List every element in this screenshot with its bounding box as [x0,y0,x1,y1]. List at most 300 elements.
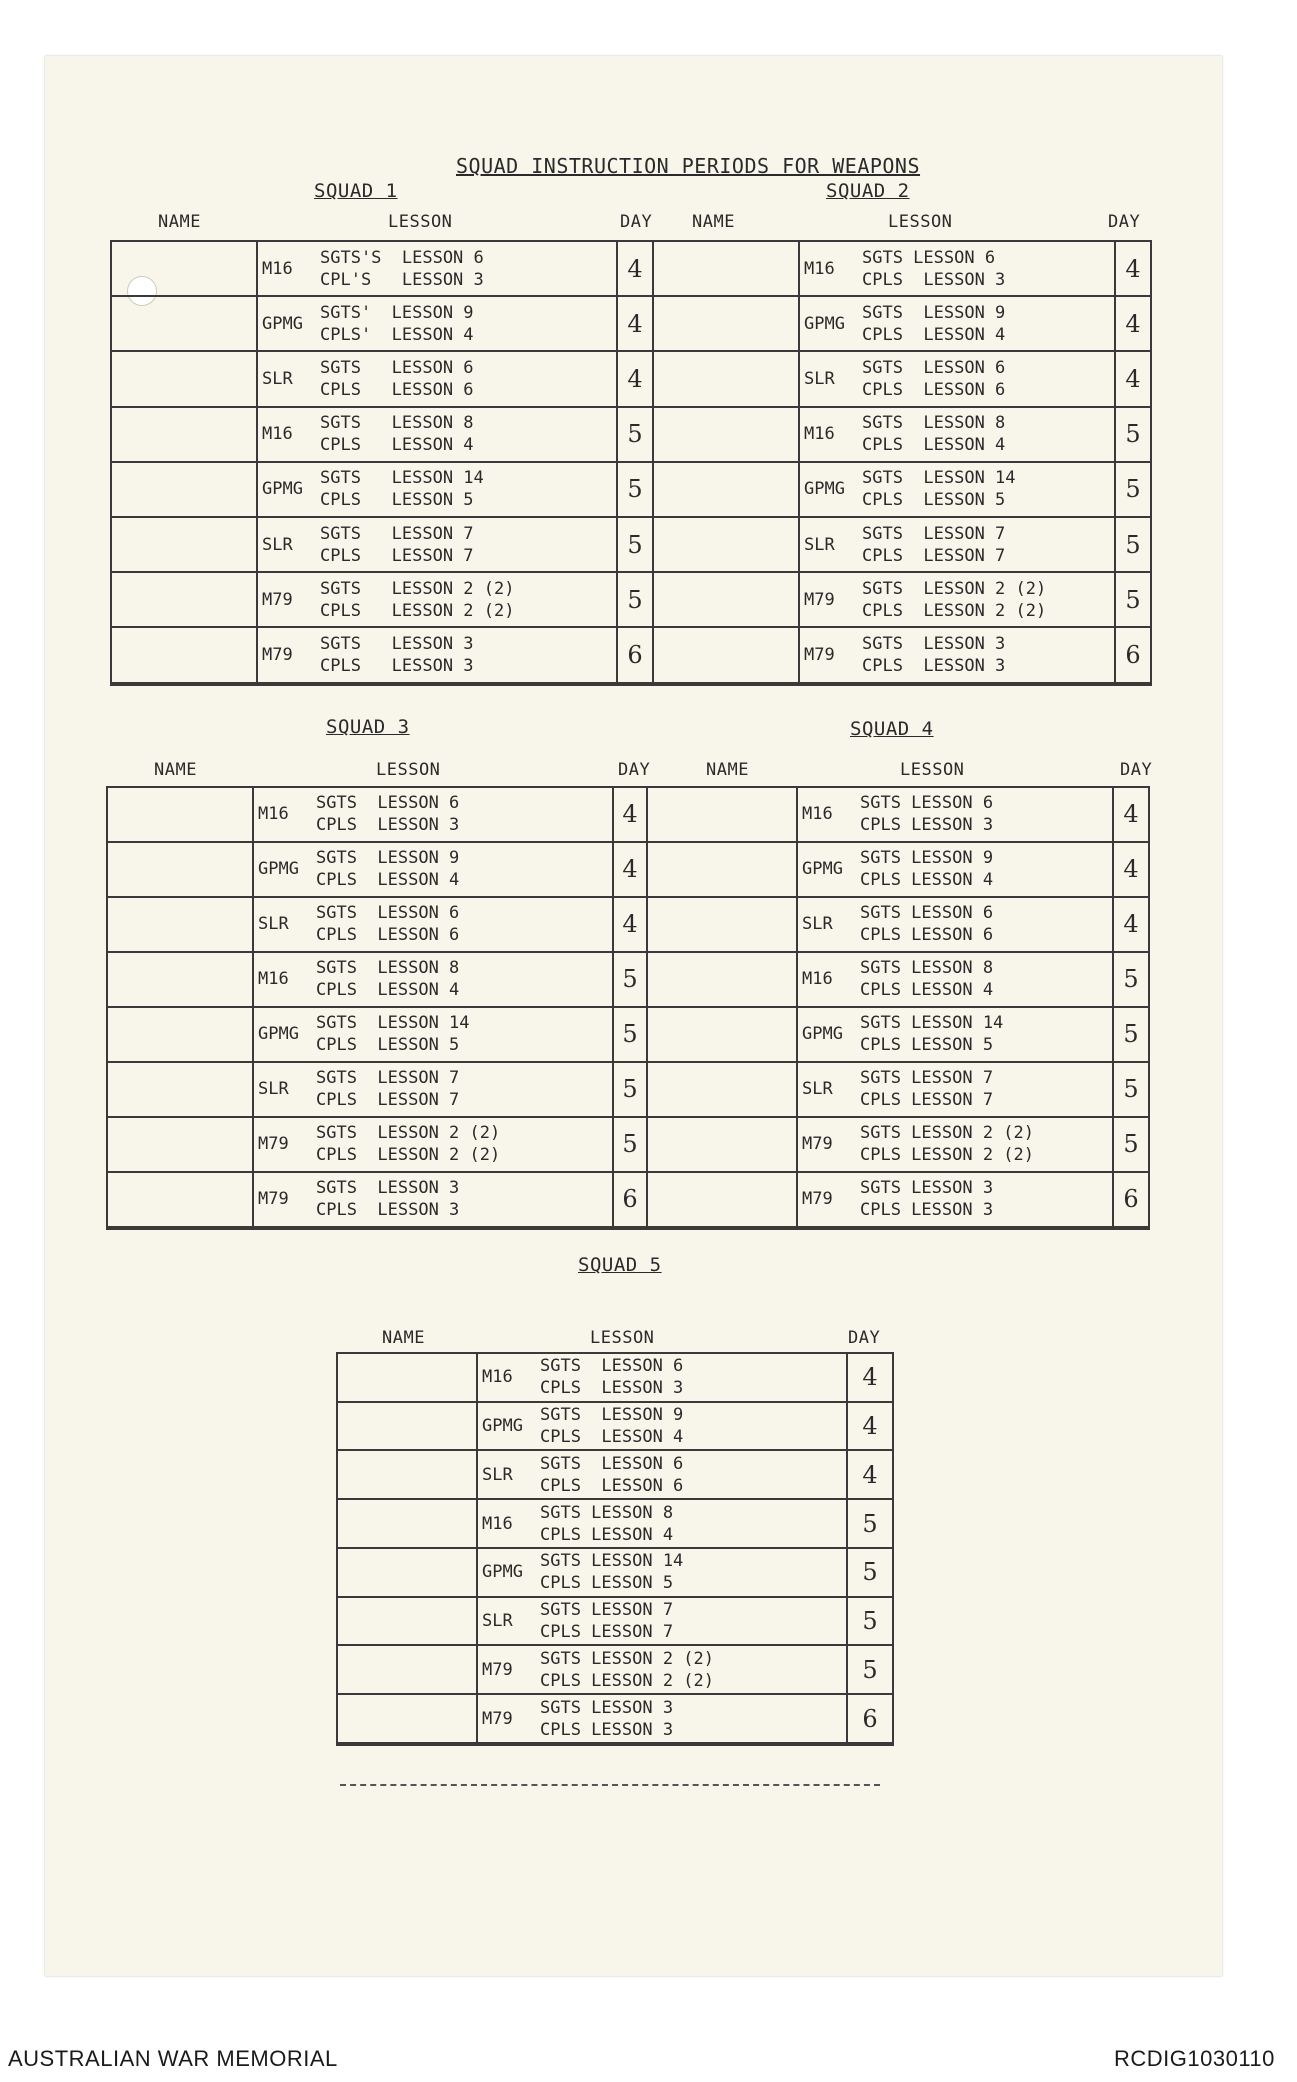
day-cell: 4 [1115,351,1151,406]
name-cell [647,897,797,952]
sgts-lesson: SGTS LESSON 9 [316,848,460,869]
squad-1-2-table [110,240,1152,686]
day-cell: 5 [613,1007,647,1062]
lesson-lines [540,1453,683,1497]
name-cell [337,1353,477,1402]
col-header-day: DAY [620,212,653,232]
col-header-name: NAME [382,1328,425,1348]
day-cell: 5 [847,1597,893,1646]
lesson-lines [316,957,459,1001]
cpls-lesson: CPLS LESSON 5 [540,1573,674,1594]
day-cell: 5 [613,1062,647,1117]
document-title: SQUAD INSTRUCTION PERIODS FOR WEAPONS [456,154,921,178]
lesson-lines [540,1697,673,1741]
table-row [107,1172,1149,1227]
name-cell [111,517,257,572]
lesson-lines [860,1012,1003,1056]
weapon-label: M16 [262,424,293,445]
day-cell: 4 [613,842,647,897]
cpls-lesson: CPLS' LESSON 4 [320,324,474,345]
sgts-lesson: SGTS LESSON 3 [862,633,1006,654]
cpls-lesson: CPLS LESSON 2 (2) [320,600,515,621]
cpls-lesson: CPLS LESSON 7 [316,1090,460,1111]
table-row [337,1450,893,1499]
weapon-label: M79 [262,589,293,610]
table-row [107,842,1149,897]
lesson-cell [257,462,617,517]
cpls-lesson: CPLS LESSON 5 [316,1035,460,1056]
weapon-label: SLR [802,914,833,935]
table-row [107,1007,1149,1062]
name-cell [337,1694,477,1743]
day-cell: 5 [1115,572,1151,627]
sgts-lesson: SGTS'S LESSON 6 [320,247,484,268]
table-row [107,1062,1149,1117]
table-row-blank [107,1227,1149,1230]
weapon-label: SLR [262,534,293,555]
cpls-lesson: CPLS LESSON 7 [860,1090,994,1111]
cpls-lesson: CPLS LESSON 4 [540,1524,674,1545]
name-cell [111,462,257,517]
lesson-lines [316,902,459,946]
day-cell: 4 [1113,787,1149,842]
weapon-label: SLR [802,1079,833,1100]
cpls-lesson: CPLS LESSON 7 [540,1622,674,1643]
lesson-lines [860,1177,993,1221]
day-cell: 6 [1113,1172,1149,1227]
weapon-label: GPMG [802,1024,843,1045]
weapon-label: M79 [482,1659,513,1680]
cpls-lesson: CPLS LESSON 7 [862,545,1006,566]
day-cell: 5 [1113,952,1149,1007]
weapon-label: M79 [258,1189,289,1210]
lesson-lines [862,523,1005,567]
weapon-label: M16 [482,1367,513,1388]
lesson-cell [477,1402,847,1451]
table-row [337,1499,893,1548]
lesson-cell [257,683,617,686]
table-row [111,407,1151,462]
lesson-lines [860,847,993,891]
name-cell [653,683,799,686]
lesson-lines [320,633,474,677]
lesson-lines [320,412,474,456]
day-cell: 5 [1113,1062,1149,1117]
weapon-label: M16 [482,1513,513,1534]
sgts-lesson: SGTS LESSON 2 (2) [320,578,515,599]
table-row [107,787,1149,842]
name-cell [107,1227,253,1230]
lesson-cell [799,517,1115,572]
lesson-lines [320,578,514,622]
name-cell [337,1743,477,1745]
weapon-label: SLR [804,534,835,555]
name-cell [647,1172,797,1227]
sgts-lesson: SGTS LESSON 6 [862,357,1006,378]
name-cell [647,1007,797,1062]
lesson-cell [253,1062,613,1117]
cpls-lesson: CPLS LESSON 6 [316,925,460,946]
weapon-label: M79 [258,1134,289,1155]
weapon-label: GPMG [258,859,299,880]
sgts-lesson: SGTS LESSON 8 [540,1502,674,1523]
lesson-cell [799,296,1115,351]
name-cell [107,1007,253,1062]
name-cell [111,407,257,462]
day-cell: 6 [847,1694,893,1743]
sgts-lesson: SGTS LESSON 14 [862,468,1016,489]
sgts-lesson: SGTS LESSON 6 [540,1453,684,1474]
day-cell: 5 [1115,517,1151,572]
lesson-cell [477,1743,847,1745]
weapon-label: M16 [802,804,833,825]
weapon-label: SLR [482,1611,513,1632]
cpls-lesson: CPLS LESSON 3 [316,815,460,836]
day-cell: 4 [1113,897,1149,952]
day-cell: 5 [617,572,653,627]
day-cell: 4 [613,787,647,842]
weapon-label: GPMG [804,479,845,500]
lesson-cell [797,1062,1113,1117]
lesson-lines [540,1404,683,1448]
table-row-blank [337,1743,893,1745]
sgts-lesson: SGTS LESSON 2 (2) [316,1123,501,1144]
name-cell [653,627,799,682]
lesson-cell [799,351,1115,406]
lesson-cell [797,1227,1113,1230]
day-cell: 4 [847,1402,893,1451]
name-cell [111,683,257,686]
sgts-lesson: SGTS LESSON 6 [860,793,994,814]
weapon-label: SLR [804,368,835,389]
day-cell: 6 [1115,627,1151,682]
lesson-cell [257,351,617,406]
name-cell [337,1645,477,1694]
sgts-lesson: SGTS LESSON 8 [862,413,1006,434]
lesson-cell [477,1645,847,1694]
day-cell: 4 [1113,842,1149,897]
table-row [107,1117,1149,1172]
sgts-lesson: SGTS LESSON 7 [862,523,1006,544]
lesson-cell [797,1172,1113,1227]
lesson-lines [540,1599,673,1643]
lesson-lines [860,902,993,946]
name-cell [653,517,799,572]
table-row [111,572,1151,627]
cpls-lesson: CPLS LESSON 4 [316,980,460,1001]
sgts-lesson: SGTS LESSON 6 [860,903,994,924]
lesson-lines [862,467,1016,511]
sgts-lesson: SGTS' LESSON 9 [320,302,474,323]
day-cell [613,1227,647,1230]
sgts-lesson: SGTS LESSON 6 [316,793,460,814]
lesson-cell [477,1597,847,1646]
name-cell [653,407,799,462]
name-cell [647,1062,797,1117]
sgts-lesson: SGTS LESSON 14 [316,1013,470,1034]
lesson-lines [862,302,1005,346]
name-cell [337,1450,477,1499]
lesson-lines [320,523,474,567]
lesson-cell [797,787,1113,842]
sgts-lesson: SGTS LESSON 3 [860,1178,994,1199]
lesson-cell [799,627,1115,682]
weapon-label: M16 [262,258,293,279]
name-cell [647,842,797,897]
weapon-label: M16 [804,258,835,279]
sgts-lesson: SGTS LESSON 6 [316,903,460,924]
name-cell [653,296,799,351]
name-cell [107,1117,253,1172]
lesson-cell [797,1117,1113,1172]
col-header-name: NAME [154,760,197,780]
lesson-cell [253,952,613,1007]
lesson-lines [862,357,1005,401]
lesson-lines [540,1550,683,1594]
day-cell: 5 [1113,1007,1149,1062]
name-cell [647,1117,797,1172]
day-cell: 6 [617,627,653,682]
sgts-lesson: SGTS LESSON 14 [860,1013,1004,1034]
lesson-cell [253,897,613,952]
sgts-lesson: SGTS LESSON 8 [860,958,994,979]
lesson-lines [320,357,474,401]
day-cell [847,1743,893,1745]
table-row [337,1353,893,1402]
day-cell: 4 [617,351,653,406]
lesson-cell [253,1227,613,1230]
weapon-label: GPMG [262,479,303,500]
lesson-lines [860,1067,993,1111]
name-cell [111,351,257,406]
cpls-lesson: CPLS LESSON 6 [862,379,1006,400]
lesson-lines [862,247,1005,291]
table-row [337,1402,893,1451]
table-row [111,517,1151,572]
name-cell [107,787,253,842]
day-cell: 5 [847,1499,893,1548]
cpls-lesson: CPLS LESSON 2 (2) [316,1145,501,1166]
weapon-label: GPMG [262,313,303,334]
table-row [111,627,1151,682]
day-cell: 5 [1115,407,1151,462]
lesson-cell [799,462,1115,517]
lesson-cell [797,1007,1113,1062]
day-cell: 5 [617,517,653,572]
col-header-name: NAME [158,212,201,232]
squad-2-title: SQUAD 2 [826,180,910,202]
lesson-lines [316,1122,500,1166]
name-cell [107,897,253,952]
weapon-label: SLR [258,914,289,935]
footer-item-id: RCDIG1030110 [1114,2046,1275,2071]
col-header-name: NAME [706,760,749,780]
weapon-label: M16 [258,969,289,990]
weapon-label: SLR [258,1079,289,1100]
weapon-label: GPMG [482,1562,523,1583]
lesson-lines [316,847,459,891]
lesson-lines [860,1122,1034,1166]
col-header-lesson: LESSON [888,212,953,232]
name-cell [337,1402,477,1451]
lesson-lines [316,1177,459,1221]
cpls-lesson: CPLS LESSON 4 [860,980,994,1001]
table-row [337,1548,893,1597]
sgts-lesson: SGTS LESSON 8 [320,413,474,434]
sgts-lesson: SGTS LESSON 7 [320,523,474,544]
sgts-lesson: SGTS LESSON 9 [540,1405,684,1426]
name-cell [647,787,797,842]
day-cell: 4 [847,1353,893,1402]
name-cell [107,1062,253,1117]
name-cell [653,462,799,517]
day-cell [617,683,653,686]
cpls-lesson: CPLS LESSON 2 (2) [540,1670,714,1691]
day-cell: 4 [847,1450,893,1499]
col-header-name: NAME [692,212,735,232]
sgts-lesson: SGTS LESSON 3 [320,633,474,654]
name-cell [337,1499,477,1548]
lesson-cell [799,407,1115,462]
sgts-lesson: SGTS LESSON 9 [862,302,1006,323]
cpls-lesson: CPLS LESSON 6 [540,1475,684,1496]
col-header-lesson: LESSON [590,1328,655,1348]
lesson-lines [316,1067,459,1111]
day-cell: 5 [613,1117,647,1172]
sgts-lesson: SGTS LESSON 2 (2) [862,578,1047,599]
squad-4-title: SQUAD 4 [850,718,934,740]
cpls-lesson: CPLS LESSON 3 [862,655,1006,676]
lesson-cell [257,627,617,682]
sgts-lesson: SGTS LESSON 6 [862,247,996,268]
table-row [337,1597,893,1646]
col-header-lesson: LESSON [376,760,441,780]
col-header-day: DAY [1108,212,1141,232]
weapon-label: GPMG [802,859,843,880]
cpls-lesson: CPLS LESSON 7 [320,545,474,566]
day-cell: 4 [617,241,653,296]
cpls-lesson: CPLS LESSON 3 [862,269,1006,290]
table-row [337,1694,893,1743]
cpls-lesson: CPLS LESSON 3 [540,1719,674,1740]
lesson-cell [253,787,613,842]
col-header-day: DAY [848,1328,881,1348]
day-cell: 5 [1115,462,1151,517]
cpls-lesson: CPLS LESSON 2 (2) [862,600,1047,621]
col-header-lesson: LESSON [900,760,965,780]
cpls-lesson: CPLS LESSON 4 [540,1427,684,1448]
cpls-lesson: CPLS LESSON 2 (2) [860,1145,1034,1166]
lesson-cell [257,572,617,627]
weapon-label: M16 [258,804,289,825]
day-cell: 5 [1113,1117,1149,1172]
lesson-cell [799,572,1115,627]
table-row [111,462,1151,517]
sgts-lesson: SGTS LESSON 7 [540,1600,674,1621]
day-cell: 4 [613,897,647,952]
cpls-lesson: CPLS LESSON 4 [316,870,460,891]
day-cell: 5 [847,1645,893,1694]
weapon-label: GPMG [482,1416,523,1437]
lesson-cell [477,1694,847,1743]
name-cell [107,1172,253,1227]
name-cell [647,1227,797,1230]
cpls-lesson: CPLS LESSON 5 [320,490,474,511]
lesson-cell [477,1499,847,1548]
name-cell [653,241,799,296]
table-row [337,1645,893,1694]
weapon-label: SLR [262,368,293,389]
sgts-lesson: SGTS LESSON 9 [860,848,994,869]
weapon-label: GPMG [804,313,845,334]
lesson-cell [257,517,617,572]
lesson-cell [799,683,1115,686]
cpls-lesson: CPLS LESSON 4 [862,324,1006,345]
weapon-label: M79 [804,644,835,665]
cpls-lesson: CPLS LESSON 3 [320,655,474,676]
cpls-lesson: CPLS LESSON 4 [320,435,474,456]
col-header-day: DAY [618,760,651,780]
sgts-lesson: SGTS LESSON 14 [320,468,484,489]
sgts-lesson: SGTS LESSON 6 [320,357,474,378]
sgts-lesson: SGTS LESSON 7 [860,1068,994,1089]
lesson-lines [540,1648,714,1692]
lesson-lines [862,412,1005,456]
table-row-blank [111,683,1151,686]
lesson-lines [316,792,459,836]
name-cell [337,1597,477,1646]
lesson-cell [477,1548,847,1597]
day-cell: 5 [847,1548,893,1597]
lesson-cell [257,296,617,351]
name-cell [107,952,253,1007]
lesson-cell [253,842,613,897]
squad-5-table [336,1352,894,1746]
weapon-label: M16 [804,424,835,445]
col-header-day: DAY [1120,760,1153,780]
day-cell: 5 [613,952,647,1007]
cpls-lesson: CPLS LESSON 6 [320,379,474,400]
lesson-cell [797,842,1113,897]
weapon-label: M79 [804,589,835,610]
lesson-lines [320,302,474,346]
cpls-lesson: CPLS LESSON 5 [860,1035,994,1056]
cpls-lesson: CPLS LESSON 5 [862,490,1006,511]
table-row [111,351,1151,406]
sgts-lesson: SGTS LESSON 2 (2) [540,1648,714,1669]
sgts-lesson: SGTS LESSON 8 [316,958,460,979]
sgts-lesson: SGTS LESSON 2 (2) [860,1123,1034,1144]
day-cell: 4 [1115,241,1151,296]
cpls-lesson: CPLS LESSON 3 [540,1378,684,1399]
day-cell: 5 [617,462,653,517]
day-cell [1115,683,1151,686]
name-cell [111,241,257,296]
lesson-lines [540,1355,683,1399]
lesson-lines [540,1502,673,1546]
lesson-cell [477,1353,847,1402]
lesson-cell [253,1117,613,1172]
weapon-label: M79 [262,644,293,665]
name-cell [337,1548,477,1597]
name-cell [111,572,257,627]
weapon-label: SLR [482,1464,513,1485]
table-row [111,296,1151,351]
lesson-lines [860,957,993,1001]
lesson-cell [257,241,617,296]
lesson-lines [320,247,484,291]
day-cell: 4 [1115,296,1151,351]
